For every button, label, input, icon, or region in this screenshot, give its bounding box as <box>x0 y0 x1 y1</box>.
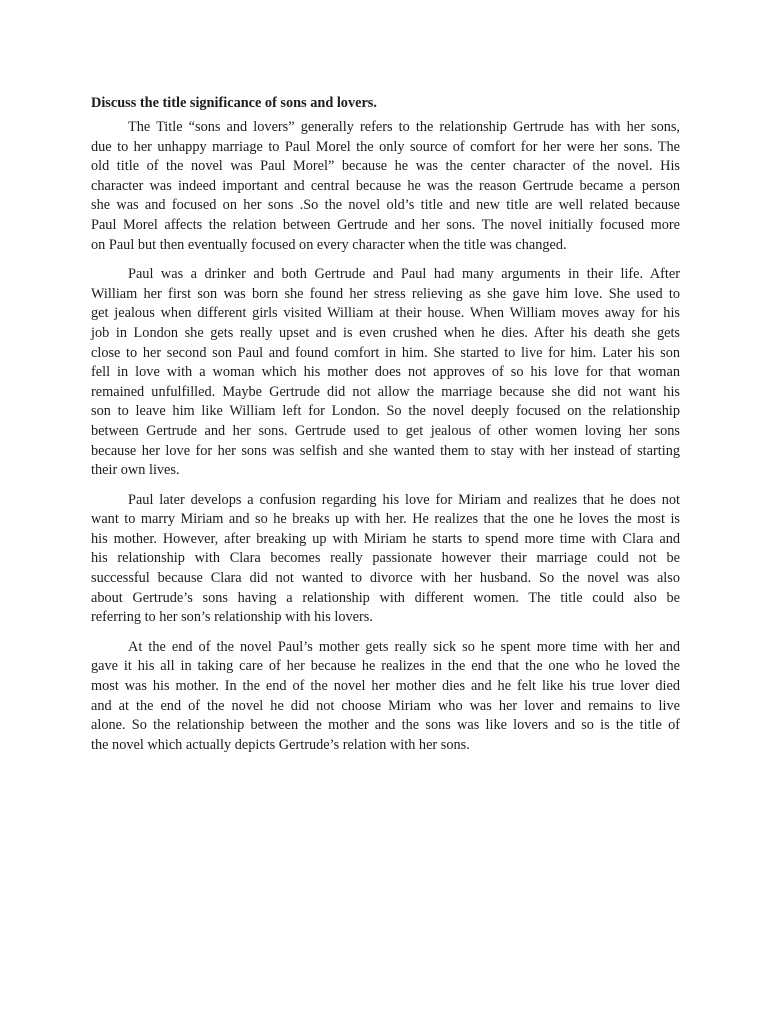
paragraph-line: between Gertrude and her sons. Gertrude used to get jealous of other women loving her sons <box>91 422 680 439</box>
paragraph-line: she was and focused on her sons .So the novel old’s title and new title are well related because <box>91 197 680 214</box>
paragraph-line: close to her second son Paul and found comfort in him. She started to live for him. Later his son <box>91 344 680 361</box>
paragraph-line: successful because Clara did not wanted to divorce with her husband. So the novel was also <box>91 570 680 587</box>
paragraph-line: Paul Morel affects the relation between Gertrude and her sons. The novel initially focused more <box>91 216 680 233</box>
paragraph-line: because her love for her sons was selfish and she wanted them to stay with her instead of starting <box>91 442 680 459</box>
paragraph-line: Paul was a drinker and both Gertrude and Paul had many arguments in their life. After <box>128 266 680 283</box>
paragraph-line: gave it his all in taking care of her because he realizes in the end that the one who he loved the <box>91 658 680 675</box>
paragraph <box>91 491 680 628</box>
paragraph-line: son to leave him like William left for London. So the novel deeply focused on the relationship <box>91 403 680 420</box>
paragraph-line: and at the end of the novel he did not choose Miriam who was her lover and remains to live <box>91 697 680 714</box>
paragraph-line: William her first son was born she found her stress relieving as she gave him love. She used to <box>91 285 680 302</box>
paragraph-line: most was his mother. In the end of the novel her mother dies and he felt like his true lover died <box>91 678 680 695</box>
paragraph-line: fell in love with a woman which his mother does not approves of so his love for that woman <box>91 364 680 381</box>
paragraph-line: their own lives. <box>91 462 180 479</box>
paragraph-line: remained unfulfilled. Maybe Gertrude did not allow the marriage because she did not want his <box>91 383 680 400</box>
paragraph-line: alone. So the relationship between the mother and the sons was like lovers and so is the title of <box>91 717 680 734</box>
paragraph <box>91 638 680 756</box>
paragraph-line: referring to her son’s relationship with his lovers. <box>91 609 373 626</box>
paragraph-line: character was indeed important and central because he was the reason Gertrude became a person <box>91 177 680 194</box>
paragraph-line: his relationship with Clara becomes really passionate however their marriage could not be <box>91 550 680 567</box>
paragraph-line: old title of the novel was Paul Morel” because he was the center character of the novel. His <box>91 158 680 175</box>
paragraph-line: want to marry Miriam and so he breaks up with her. He realizes that the one he loves the most is <box>91 511 680 528</box>
paragraph-line: Paul later develops a confusion regarding his love for Miriam and realizes that he does not <box>128 491 680 508</box>
paragraph-line: job in London she gets really upset and is even crushed when he dies. After his death she gets <box>91 324 680 341</box>
paragraph-line: get jealous when different girls visited William at their house. When William moves away for his <box>91 305 680 322</box>
paragraph-line: the novel which actually depicts Gertrude’s relation with her sons. <box>91 736 470 753</box>
paragraph-line: about Gertrude’s sons having a relationship with different women. The title could also be <box>91 589 680 606</box>
paragraph-line: due to her unhappy marriage to Paul Morel the only source of comfort for her were her sons. The <box>91 138 680 155</box>
paragraph-line: At the end of the novel Paul’s mother gets really sick so he spent more time with her and <box>128 638 680 655</box>
paragraph <box>91 265 680 481</box>
paragraph-line: his mother. However, after breaking up with Miriam he starts to spend more time with Clara and <box>91 530 680 547</box>
paragraph-line: The Title “sons and lovers” generally refers to the relationship Gertrude has with her sons, <box>128 119 680 135</box>
document-title: Discuss the title significance of sons and lovers. <box>91 95 377 111</box>
document-body <box>91 118 680 755</box>
paragraph <box>91 118 680 255</box>
paragraph-line: on Paul but then eventually focused on every character when the title was changed. <box>91 236 567 253</box>
